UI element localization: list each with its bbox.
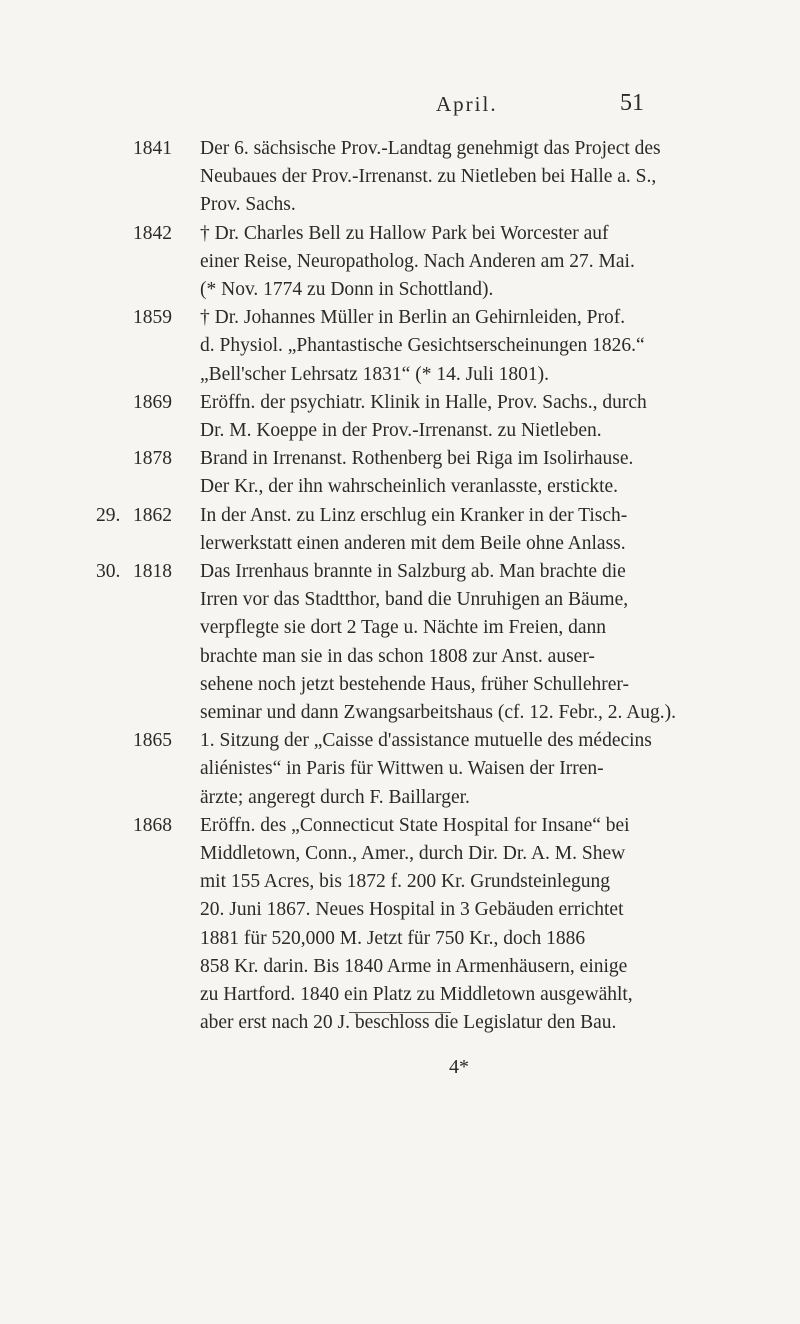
entry-line: einer Reise, Neuropatholog. Nach Anderen am 27. Mai. [200,250,635,272]
entry-line: 1881 für 520,000 M. Jetzt für 750 Kr., doch 1886 [200,927,586,949]
entry-text [200,727,704,812]
entry-line: † Dr. Johannes Müller in Berlin an Gehirnleiden, Prof. [200,307,626,329]
entry-year: 1862 [133,504,172,526]
running-head [0,82,800,122]
entry-line: Der Kr., der ihn wahrscheinlich veranlasste, erstickte. [200,476,619,498]
entry [0,220,800,305]
entry [0,558,800,727]
entry-year: 1865 [133,730,172,752]
entry-year: 1818 [133,561,172,583]
entry-text [200,558,704,727]
running-title: April. [436,92,498,116]
entry-text [200,445,704,501]
entry-line: „Bell'scher Lehrsatz 1831“ (* 14. Juli 1801). [200,363,550,385]
entry-line: Das Irrenhaus brannte in Salzburg ab. Man brachte die [200,561,626,583]
entry-text [200,389,704,445]
entry [0,389,800,445]
entry-list [0,135,800,1038]
entry-line: † Dr. Charles Bell zu Hallow Park bei Worcester auf [200,222,609,244]
entry-year: 1859 [133,307,172,329]
entry-line: 858 Kr. darin. Bis 1840 Arme in Armenhäusern, einige [200,955,628,977]
entry [0,304,800,389]
entry-year: 1878 [133,448,172,470]
entry-line: mit 155 Acres, bis 1872 f. 200 Kr. Grundsteinlegung [200,871,611,893]
entry-line: ärzte; angeregt durch F. Baillarger. [200,786,470,808]
entry-line: verpflegte sie dort 2 Tage u. Nächte im Freien, dann [200,617,607,639]
entry-line: d. Physiol. „Phantastische Gesichtserscheinungen 1826.“ [200,335,645,357]
entry-line: Irren vor das Stadtthor, band die Unruhigen an Bäume, [200,589,629,611]
entry-line: Brand in Irrenanst. Rothenberg bei Riga im Isolirhause. [200,448,634,470]
entry-line: Dr. M. Koeppe in der Prov.-Irrenanst. zu Nietleben. [200,420,602,442]
entry-text [200,812,704,1038]
section-divider [349,1012,451,1013]
entry-line: In der Anst. zu Linz erschlug ein Kranker in der Tisch- [200,504,628,526]
signature-mark: 4* [449,1056,469,1078]
entry [0,445,800,501]
entry-line: aliénistes“ in Paris für Wittwen u. Waisen der Irren- [200,758,604,780]
page-number: 51 [620,90,644,116]
entry-line: sehene noch jetzt bestehende Haus, früher Schullehrer- [200,673,629,695]
entry-line: zu Hartford. 1840 ein Platz zu Middletown ausgewählt, [200,984,633,1006]
entry-line: 20. Juni 1867. Neues Hospital in 3 Gebäuden errichtet [200,899,624,921]
entry-line: Prov. Sachs. [200,194,296,216]
entry-line: brachte man sie in das schon 1808 zur Anst. auser- [200,645,595,667]
entry-text [200,502,704,558]
entry-text [200,135,704,220]
entry-day: 29. [96,504,121,526]
entry [0,812,800,1038]
entry-line: aber erst nach 20 J. beschloss die Legislatur den Bau. [200,1012,617,1034]
entry-year: 1842 [133,222,172,244]
entry-line: 1. Sitzung der „Caisse d'assistance mutuelle des médecins [200,730,652,752]
entry-day: 30. [96,561,121,583]
entry-line: (* Nov. 1774 zu Donn in Schottland). [200,279,494,301]
entry-text [200,220,704,305]
entry-line: seminar und dann Zwangsarbeitshaus (cf. 12. Febr., 2. Aug.). [200,702,677,724]
entry-line: Eröffn. der psychiatr. Klinik in Halle, Prov. Sachs., durch [200,391,647,413]
entry [0,502,800,558]
entry [0,135,800,220]
entry-year: 1841 [133,138,172,159]
entry-year: 1868 [133,814,172,836]
entry-line: lerwerkstatt einen anderen mit dem Beile ohne Anlass. [200,532,626,554]
entry-text [200,304,704,389]
entry [0,727,800,812]
entry-line: Der 6. sächsische Prov.-Landtag genehmigt das Project des [200,138,661,159]
entry-line: Neubaues der Prov.-Irrenanst. zu Nietleben bei Halle a. S., [200,166,657,188]
entry-year: 1869 [133,391,172,413]
entry-line: Eröffn. des „Connecticut State Hospital for Insane“ bei [200,814,630,836]
entry-line: Middletown, Conn., Amer., durch Dir. Dr. A. M. Shew [200,843,626,865]
